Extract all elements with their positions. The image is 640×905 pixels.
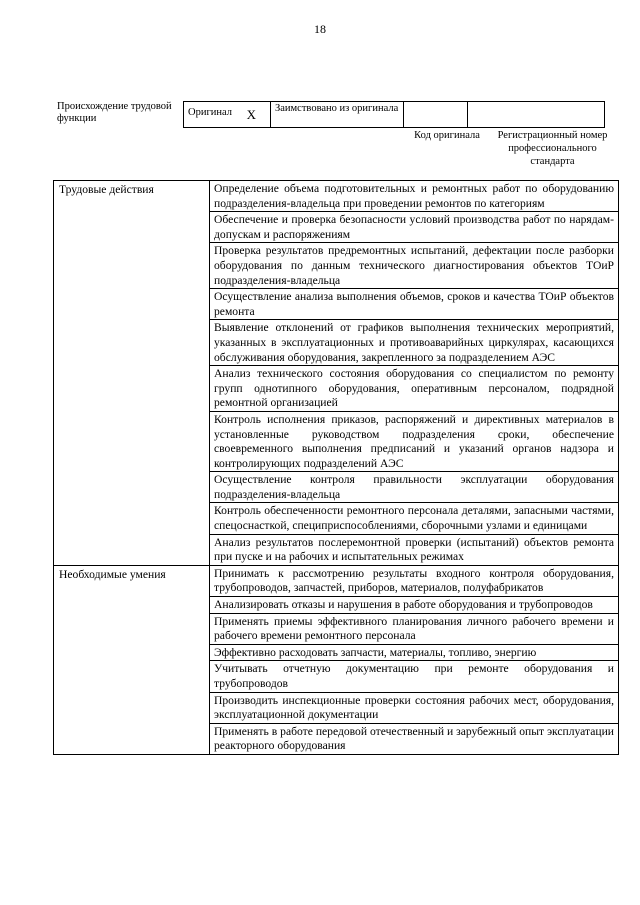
section-item: Производить инспекционные проверки состояния рабочих мест, оборудования, эксплуатационной документации: [210, 692, 619, 723]
original-label: Оригинал: [188, 106, 232, 118]
table-row: [54, 565, 619, 596]
section-label: Необходимые умения: [54, 565, 210, 754]
section-item: Осуществление контроля правильности эксплуатации оборудования подразделения-владельца: [210, 472, 619, 503]
section-item: Анализ технического состояния оборудования со специалистом по ремонту групп однотипного оборудования, оперативным персоналом, подрядной ремонтной организацией: [210, 366, 619, 412]
table-row: [54, 181, 619, 212]
code-caption: Код оригинала: [414, 130, 480, 141]
section-item: Принимать к рассмотрению результаты входного контроля оборудования, трубопроводов, запчастей, приборов, материалов, полуфабрикатов: [210, 565, 619, 596]
page-number: 18: [314, 22, 326, 36]
original-cell: [184, 102, 271, 128]
section-item: Анализ результатов послеремонтной проверки (испытаний) объектов ремонта при пуске и на рабочих и испытательных режимах: [210, 534, 619, 565]
origin-table: [183, 101, 605, 128]
section-item: Проверка результатов предремонтных испытаний, дефектации после разборки оборудования по данным технического диагностирования объектов ТОиР подразделения-владельца: [210, 243, 619, 289]
section-item: Выявление отклонений от графиков выполнения технических мероприятий, указанных в эксплуатационных и противоаварийных циркулярах, касающихся обслуживания оборудования, закрепленного за подразделением АЭС: [210, 320, 619, 366]
section-item: Определение объема подготовительных и ремонтных работ по оборудованию подразделения-владельца при проведении ремонтов по категориям: [210, 181, 619, 212]
registration-cell: [468, 102, 605, 128]
section-item: Учитывать отчетную документацию при ремонте оборудования и трубопроводов: [210, 661, 619, 692]
code-cell: [404, 102, 468, 128]
section-item: Эффективно расходовать запчасти, материалы, топливо, энергию: [210, 644, 619, 661]
registration-caption: Регистрационный номер профессионального стандарта: [497, 130, 608, 167]
section-item: Контроль обеспеченности ремонтного персонала деталями, запасными частями, спецоснасткой, специприспособлениями, сборочными узлами и единицами: [210, 503, 619, 534]
section-item: Анализировать отказы и нарушения в работе оборудования и трубопроводов: [210, 597, 619, 614]
origin-label: Происхождение трудовой функции: [57, 101, 172, 124]
borrowed-cell: Заимствовано из оригинала: [271, 102, 404, 128]
section-item: Обеспечение и проверка безопасности условий производства работ по нарядам-допускам и распоряжениям: [210, 212, 619, 243]
original-mark: X: [246, 106, 256, 122]
section-item: Применять приемы эффективного планирования личного рабочего времени и рабочего времени ремонтного персонала: [210, 613, 619, 644]
section-label: Трудовые действия: [54, 181, 210, 566]
functions-table: [53, 180, 619, 755]
section-item: Применять в работе передовой отечественный и зарубежный опыт эксплуатации реакторного оборудования: [210, 723, 619, 754]
section-item: Контроль исполнения приказов, распоряжений и директивных материалов в установленные руководством подразделения сроки, обеспечение своевременного выполнения предписаний и указаний органов надзора и контролирующих подразделений АЭС: [210, 411, 619, 471]
section-item: Осуществление анализа выполнения объемов, сроков и качества ТОиР объектов ремонта: [210, 289, 619, 320]
